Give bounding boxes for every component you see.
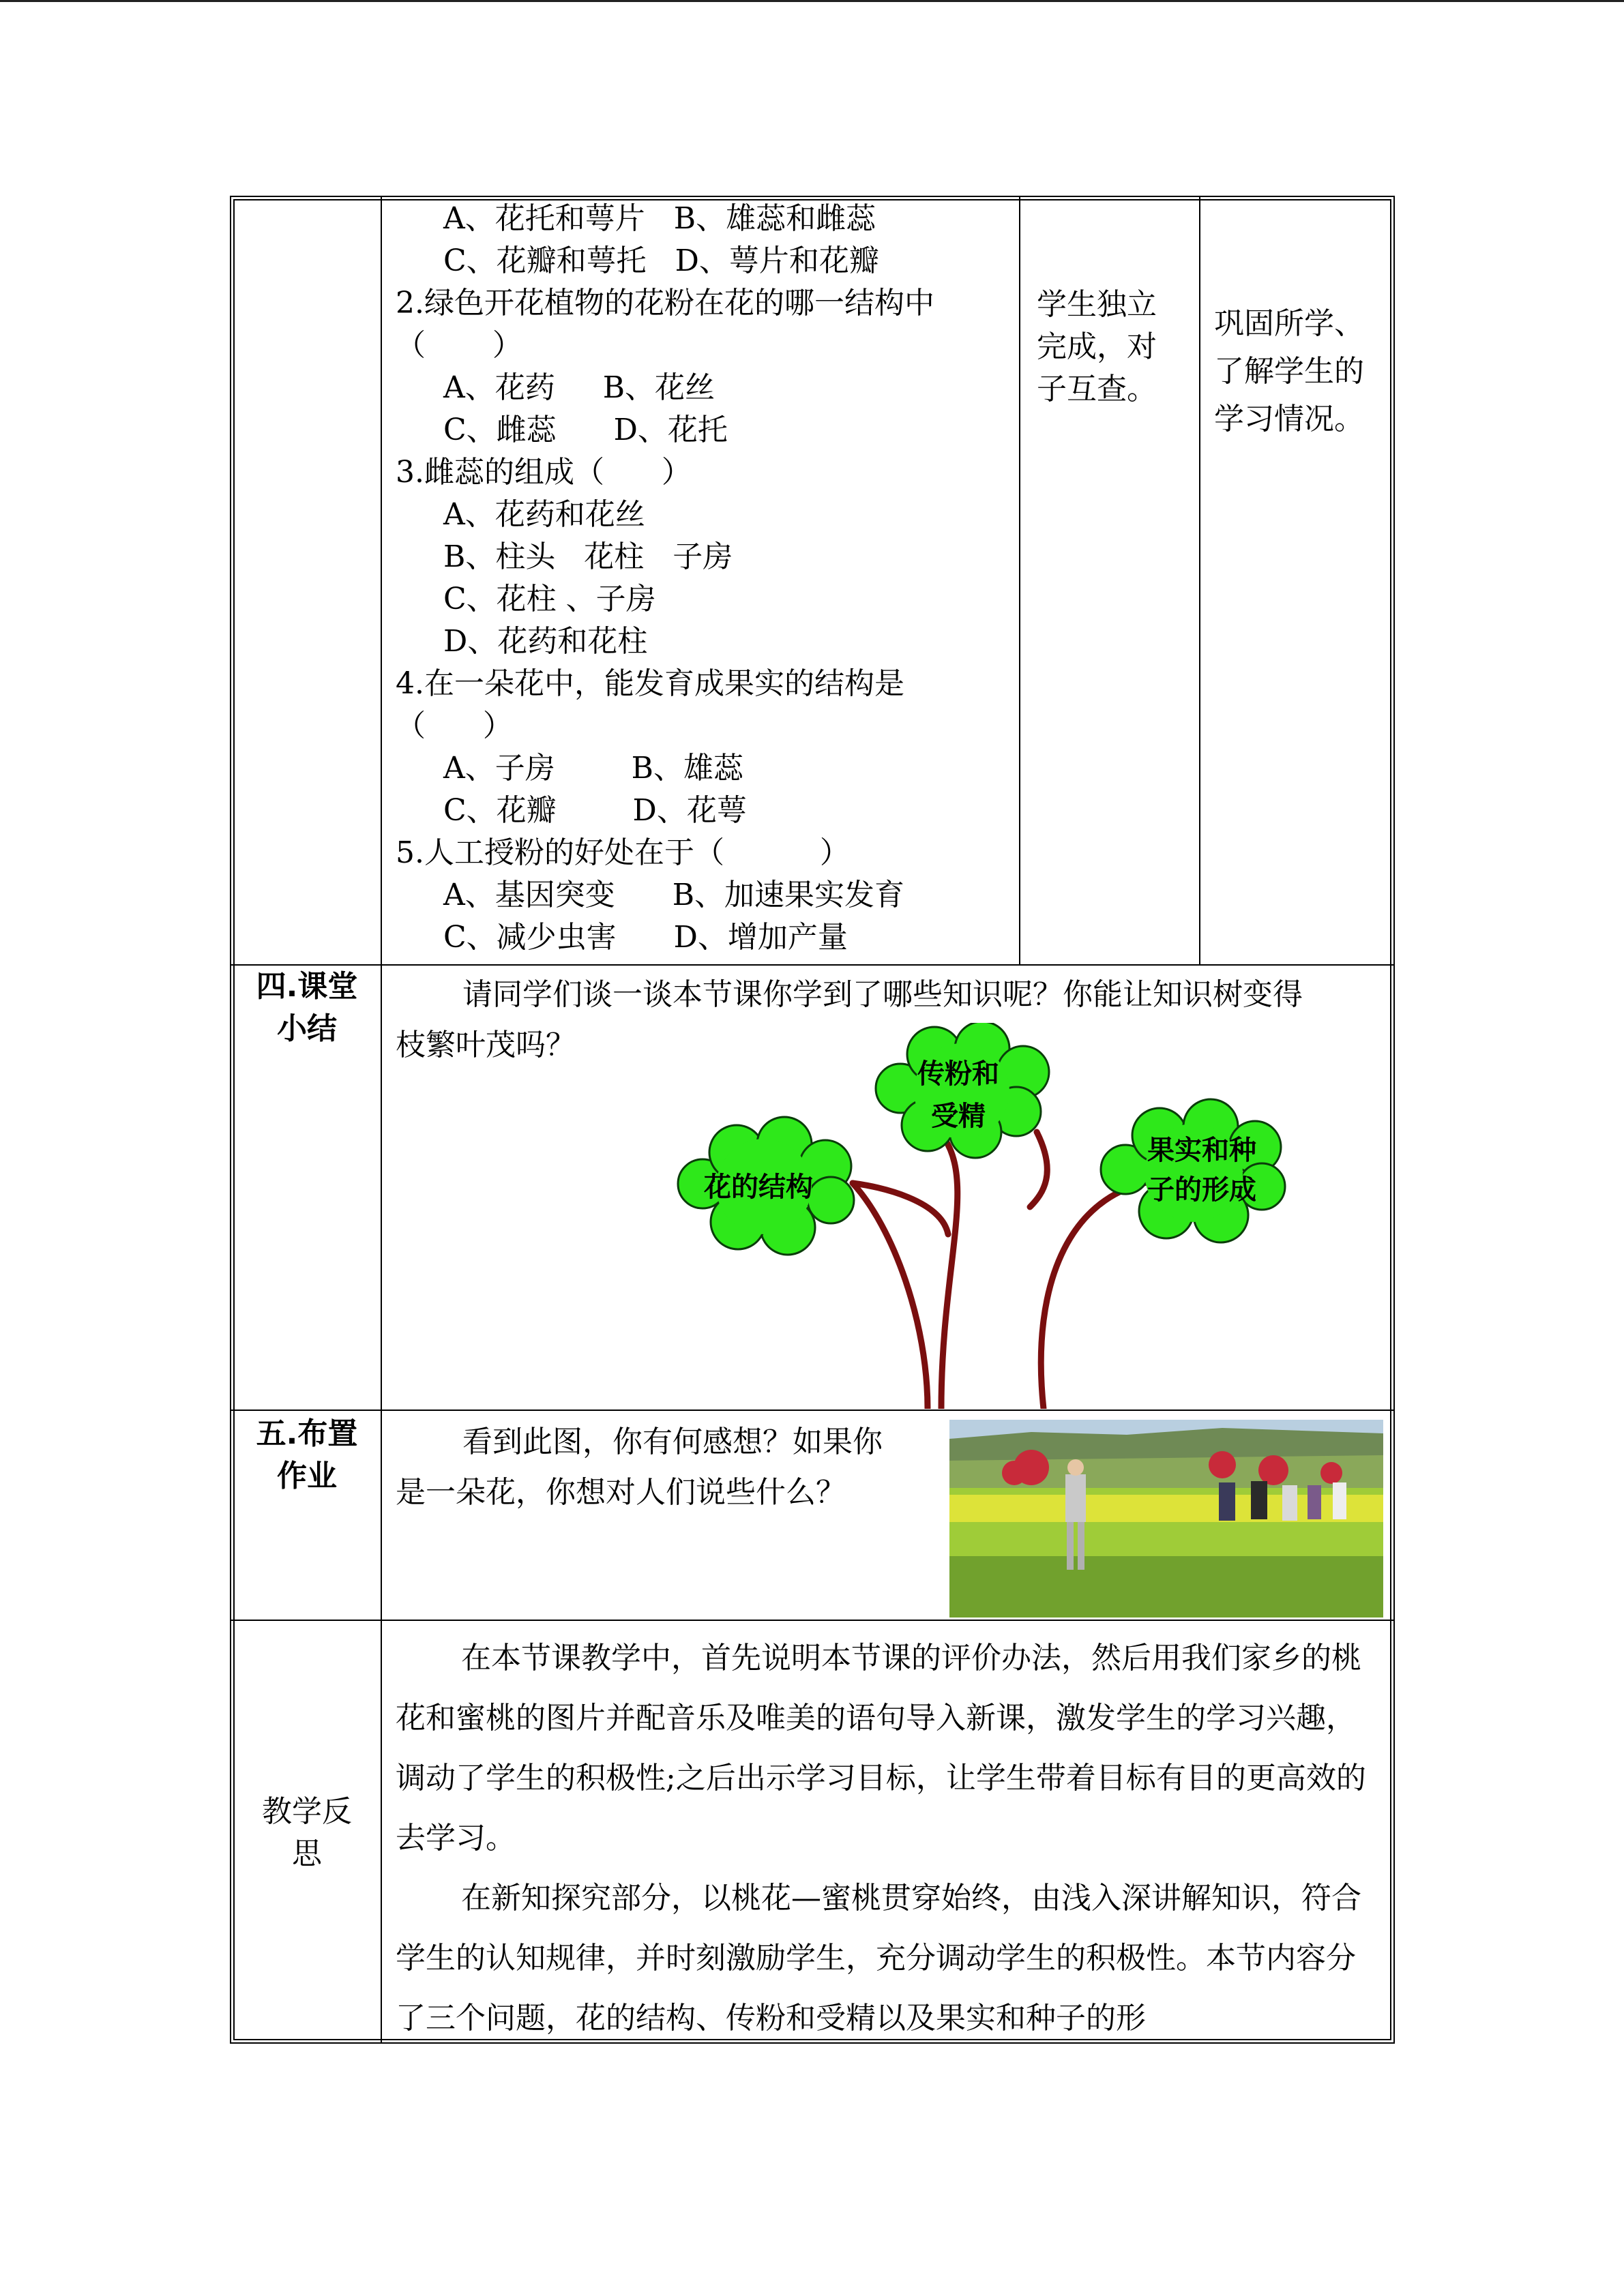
- page-top-rule: [0, 0, 1624, 2]
- q2-answer-blank: （ ）: [396, 328, 522, 363]
- q2-question: 2.绿色开花植物的花粉在花的哪一结构中: [396, 286, 934, 320]
- q4-options-line2: C、花瓣 D、花萼: [443, 793, 747, 828]
- section5-prompt-line1: 看到此图，你有何感想？如果你: [462, 1425, 883, 1459]
- section4-prompt-line1: 请同学们谈一谈本节课你学到了哪些知识呢？你能让知识树变得: [462, 977, 1303, 1012]
- tree-label-fruit-seed-line1: 果实和种: [1147, 1135, 1256, 1166]
- row-divider-homework: [230, 1410, 1395, 1411]
- section4-label-line2: 小结: [277, 1011, 337, 1046]
- section4-prompt-line2: 枝繁叶茂吗？: [396, 1028, 576, 1062]
- q3-option-c: C、花柱 、子房: [443, 582, 656, 616]
- tree-label-fruit-seed-line2: 子的形成: [1147, 1174, 1256, 1206]
- q2-options-line1: A、花药 B、花丝: [443, 370, 715, 405]
- tree-label-flower-structure: 花的结构: [704, 1172, 813, 1203]
- q4-question: 4.在一朵花中，能发育成果实的结构是: [396, 666, 904, 701]
- flower-field-photo: [949, 1420, 1383, 1617]
- section5-label: [235, 1413, 379, 1497]
- q3-option-b: B、柱头 花柱 子房: [443, 539, 733, 574]
- reflection-paragraph-2: 在新知探究部分，以桃花—蜜桃贯穿始终，由浅入深讲解知识，符合学生的认知规律，并时刻激励学生，充分调动学生的积极性。本节内容分了三个问题，花的结构、传粉和受精以及果实和种子的形: [396, 1881, 1361, 2036]
- section4-label-line1: 四.课堂: [256, 969, 358, 1004]
- design-intent-line: 学习情况。: [1214, 402, 1364, 436]
- q5-options-line1: A、基因突变 B、加速果实发育: [443, 878, 905, 912]
- cloud-pollination: [876, 1023, 1049, 1158]
- q1-options-line1: A、花托和萼片 B、雄蕊和雌蕊: [443, 201, 876, 236]
- reflection-label-line2: 思: [292, 1836, 322, 1871]
- section5-prompt-line2: 是一朵花，你想对人们说些什么？: [396, 1475, 846, 1510]
- design-intent-line: 了解学生的: [1214, 354, 1364, 389]
- q4-answer-blank: （ ）: [396, 709, 513, 743]
- knowledge-tree-diagram: [675, 1023, 1330, 1409]
- q3-question: 3.雌蕊的组成（ ）: [396, 455, 692, 490]
- student-activity-line: 子互查。: [1037, 372, 1157, 406]
- q1-options-line2: C、花瓣和萼托 D、萼片和花瓣: [443, 243, 879, 278]
- section5-label-line2: 作业: [277, 1459, 337, 1493]
- q3-option-a: A、花药和花丝: [443, 497, 645, 532]
- cloud-fruit-seed: [1101, 1099, 1285, 1242]
- design-intent-line: 巩固所学、: [1214, 306, 1364, 341]
- column-divider-intent: [1199, 196, 1200, 966]
- reflection-paragraph-1: 在本节课教学中，首先说明本节课的评价办法，然后用我们家乡的桃花和蜜桃的图片并配音乐及唯美的语句导入新课，激发学生的学习兴趣，调动了学生的积极性;之后出示学习目标，让学生带着目标有目的更高效的去学习。: [396, 1641, 1366, 1855]
- q2-options-line2: C、雌蕊 D、花托: [443, 413, 728, 447]
- column-divider-label: [381, 196, 382, 2044]
- student-activity-line: 学生独立: [1037, 287, 1157, 322]
- row-divider-reflection: [230, 1620, 1395, 1621]
- section5-label-line1: 五.布置: [256, 1416, 358, 1451]
- q5-question: 5.人工授粉的好处在于（ ）: [396, 835, 850, 870]
- tree-label-pollination-line2: 受精: [931, 1101, 986, 1132]
- reflection-label: [235, 1791, 379, 1875]
- row-divider-summary: [230, 964, 1395, 966]
- reflection-label-line1: 教学反: [262, 1794, 352, 1829]
- q3-option-d: D、花药和花柱: [443, 624, 648, 659]
- q4-options-line1: A、子房 B、雄蕊: [443, 751, 743, 786]
- tree-label-pollination-line1: 传粉和: [917, 1058, 999, 1090]
- q5-options-line2: C、减少虫害 D、增加产量: [443, 920, 848, 955]
- section4-label: [235, 966, 379, 1050]
- student-activity-line: 完成，对: [1037, 329, 1157, 364]
- column-divider-activity: [1019, 196, 1020, 966]
